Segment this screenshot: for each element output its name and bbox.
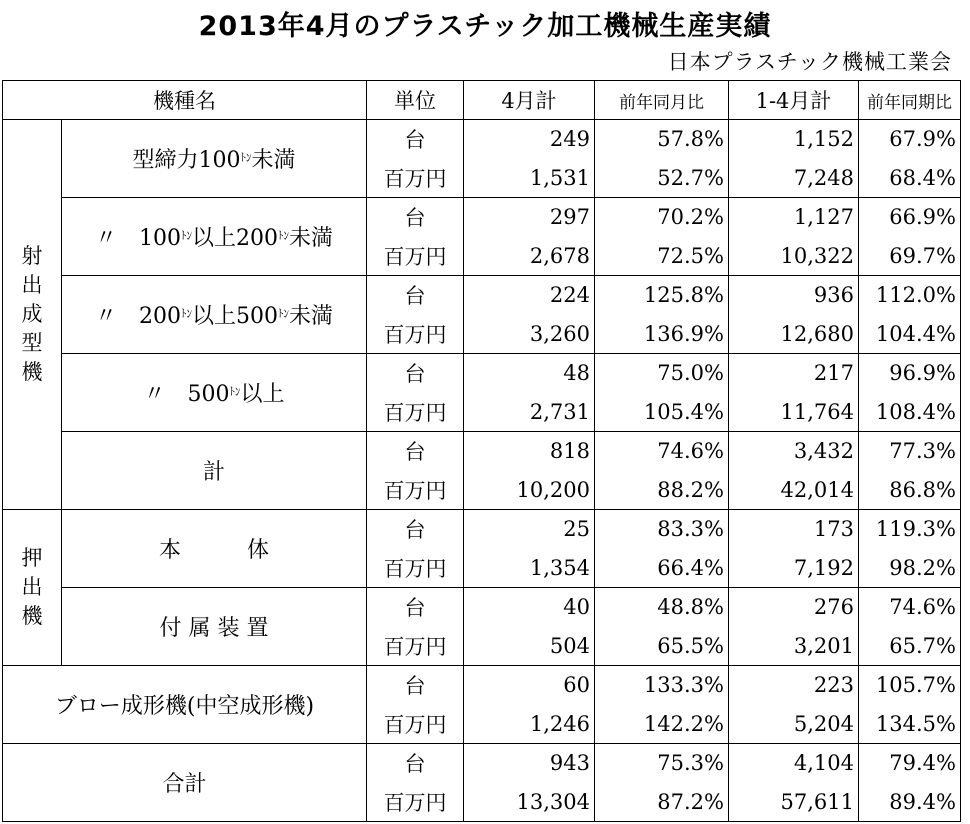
value-cell: 7,248: [729, 159, 859, 198]
ton-unit: ﾄﾝ: [277, 229, 289, 242]
value-cell: 66.9%: [859, 198, 961, 237]
category-char: 機: [21, 360, 43, 384]
value-cell: 1,531: [464, 159, 595, 198]
value-cell: 40: [464, 588, 595, 627]
unit-cell: 台: [367, 354, 464, 393]
category-injection: [3, 120, 62, 510]
value-cell: 48: [464, 354, 595, 393]
value-cell: 68.4%: [859, 159, 961, 198]
table-row: [3, 588, 961, 627]
machine-name-part: 本 体: [158, 538, 269, 563]
category-extrusion: [3, 510, 62, 666]
unit-cell: 台: [367, 744, 464, 783]
page-title: 2013年4月のプラスチック加工機械生産実績: [198, 11, 772, 42]
table-row: [3, 354, 961, 393]
value-cell: 3,201: [729, 627, 859, 666]
table-body: [3, 120, 961, 822]
unit-cell: 台: [367, 510, 464, 549]
value-cell: 943: [464, 744, 595, 783]
value-cell: 112.0%: [859, 276, 961, 315]
machine-name-part: 型締力100: [132, 148, 241, 173]
value-cell: 89.4%: [859, 783, 961, 822]
ton-unit: ﾄﾝ: [240, 151, 252, 164]
value-cell: 60: [464, 666, 595, 705]
value-cell: 83.3%: [595, 510, 729, 549]
unit-cell: 百万円: [367, 705, 464, 744]
header-yoy-period: 前年同期比: [859, 81, 961, 120]
value-cell: 12,680: [729, 315, 859, 354]
header-month: 4月計: [464, 81, 595, 120]
value-cell: 88.2%: [595, 471, 729, 510]
unit-cell: 台: [367, 588, 464, 627]
value-cell: 72.5%: [595, 237, 729, 276]
value-cell: 2,731: [464, 393, 595, 432]
value-cell: 69.7%: [859, 237, 961, 276]
machine-name: [62, 432, 367, 510]
value-cell: 65.5%: [595, 627, 729, 666]
value-cell: 74.6%: [859, 588, 961, 627]
value-cell: 48.8%: [595, 588, 729, 627]
unit-cell: 百万円: [367, 159, 464, 198]
ton-unit: ﾄﾝ: [180, 307, 192, 320]
value-cell: 1,127: [729, 198, 859, 237]
value-cell: 87.2%: [595, 783, 729, 822]
value-cell: 936: [729, 276, 859, 315]
value-cell: 217: [729, 354, 859, 393]
value-cell: 10,322: [729, 237, 859, 276]
value-cell: 42,014: [729, 471, 859, 510]
machine-name-part: 合計: [162, 772, 207, 797]
value-cell: 2,678: [464, 237, 595, 276]
ton-unit: ﾄﾝ: [277, 307, 289, 320]
table-row: [3, 666, 961, 705]
unit-cell: 台: [367, 432, 464, 471]
category-char: 成: [21, 302, 43, 326]
value-cell: 276: [729, 588, 859, 627]
category-char: 押: [21, 546, 43, 570]
value-cell: 108.4%: [859, 393, 961, 432]
table-row: [3, 510, 961, 549]
table-row: [3, 276, 961, 315]
machine-name-part: 〃 200: [94, 304, 181, 329]
unit-cell: 百万円: [367, 549, 464, 588]
value-cell: 65.7%: [859, 627, 961, 666]
machine-name-part: 以上200: [191, 226, 278, 251]
value-cell: 52.7%: [595, 159, 729, 198]
header-unit: 単位: [367, 81, 464, 120]
table-row: [3, 120, 961, 159]
value-cell: 142.2%: [595, 705, 729, 744]
machine-name-part: 〃 500: [143, 382, 230, 407]
value-cell: 104.4%: [859, 315, 961, 354]
value-cell: 105.4%: [595, 393, 729, 432]
machine-name-part: ブロー成形機(中空成形機): [54, 694, 315, 719]
value-cell: 74.6%: [595, 432, 729, 471]
value-cell: 11,764: [729, 393, 859, 432]
value-cell: 10,200: [464, 471, 595, 510]
category-char: 出: [21, 575, 43, 599]
header-cumulative: 1-4月計: [729, 81, 859, 120]
value-cell: 3,432: [729, 432, 859, 471]
category-char: 射: [21, 244, 43, 268]
value-cell: 504: [464, 627, 595, 666]
value-cell: 1,152: [729, 120, 859, 159]
machine-name-part: 付 属 装 置: [159, 616, 269, 641]
value-cell: 125.8%: [595, 276, 729, 315]
unit-cell: 百万円: [367, 471, 464, 510]
value-cell: 119.3%: [859, 510, 961, 549]
ton-unit: ﾄﾝ: [180, 229, 192, 242]
machine-name: [62, 198, 367, 276]
unit-cell: 台: [367, 120, 464, 159]
machine-name: [62, 510, 367, 588]
value-cell: 70.2%: [595, 198, 729, 237]
value-cell: 297: [464, 198, 595, 237]
header-row: [3, 81, 961, 120]
unit-cell: 台: [367, 276, 464, 315]
machine-name: [62, 588, 367, 666]
machine-name: [62, 120, 367, 198]
value-cell: 13,304: [464, 783, 595, 822]
value-cell: 1,354: [464, 549, 595, 588]
unit-cell: 百万円: [367, 237, 464, 276]
value-cell: 134.5%: [859, 705, 961, 744]
value-cell: 3,260: [464, 315, 595, 354]
table-row: [3, 432, 961, 471]
value-cell: 86.8%: [859, 471, 961, 510]
machine-name: [62, 276, 367, 354]
machine-name-part: 未満: [251, 148, 296, 173]
value-cell: 25: [464, 510, 595, 549]
value-cell: 818: [464, 432, 595, 471]
header-machine: 機種名: [3, 81, 367, 120]
value-cell: 57.8%: [595, 120, 729, 159]
category-char: 型: [21, 331, 43, 355]
value-cell: 7,192: [729, 549, 859, 588]
value-cell: 105.7%: [859, 666, 961, 705]
value-cell: 79.4%: [859, 744, 961, 783]
category-char: 機: [21, 604, 43, 628]
ton-unit: ﾄﾝ: [229, 385, 241, 398]
machine-name-part: 未満: [288, 304, 333, 329]
unit-cell: 百万円: [367, 393, 464, 432]
table-row: [3, 198, 961, 237]
unit-cell: 百万円: [367, 627, 464, 666]
value-cell: 66.4%: [595, 549, 729, 588]
value-cell: 136.9%: [595, 315, 729, 354]
machine-name-part: 未満: [288, 226, 333, 251]
value-cell: 173: [729, 510, 859, 549]
value-cell: 96.9%: [859, 354, 961, 393]
machine-name-part: 以上500: [191, 304, 278, 329]
value-cell: 223: [729, 666, 859, 705]
machine-name-part: 計: [202, 460, 225, 485]
unit-cell: 百万円: [367, 783, 464, 822]
value-cell: 67.9%: [859, 120, 961, 159]
machine-name: [3, 744, 367, 822]
value-cell: 75.3%: [595, 744, 729, 783]
value-cell: 5,204: [729, 705, 859, 744]
header-yoy-month: 前年同月比: [595, 81, 729, 120]
value-cell: 98.2%: [859, 549, 961, 588]
value-cell: 133.3%: [595, 666, 729, 705]
machine-name-part: 以上: [240, 382, 285, 407]
value-cell: 4,104: [729, 744, 859, 783]
machine-name-part: 〃 100: [94, 226, 181, 251]
production-table: [2, 80, 961, 822]
unit-cell: 百万円: [367, 315, 464, 354]
unit-cell: 台: [367, 198, 464, 237]
organization-name: 日本プラスチック機械工業会: [667, 50, 952, 74]
value-cell: 224: [464, 276, 595, 315]
value-cell: 77.3%: [859, 432, 961, 471]
value-cell: 1,246: [464, 705, 595, 744]
machine-name: [3, 666, 367, 744]
value-cell: 57,611: [729, 783, 859, 822]
value-cell: 75.0%: [595, 354, 729, 393]
unit-cell: 台: [367, 666, 464, 705]
table-row: [3, 744, 961, 783]
value-cell: 249: [464, 120, 595, 159]
machine-name: [62, 354, 367, 432]
category-char: 出: [21, 273, 43, 297]
